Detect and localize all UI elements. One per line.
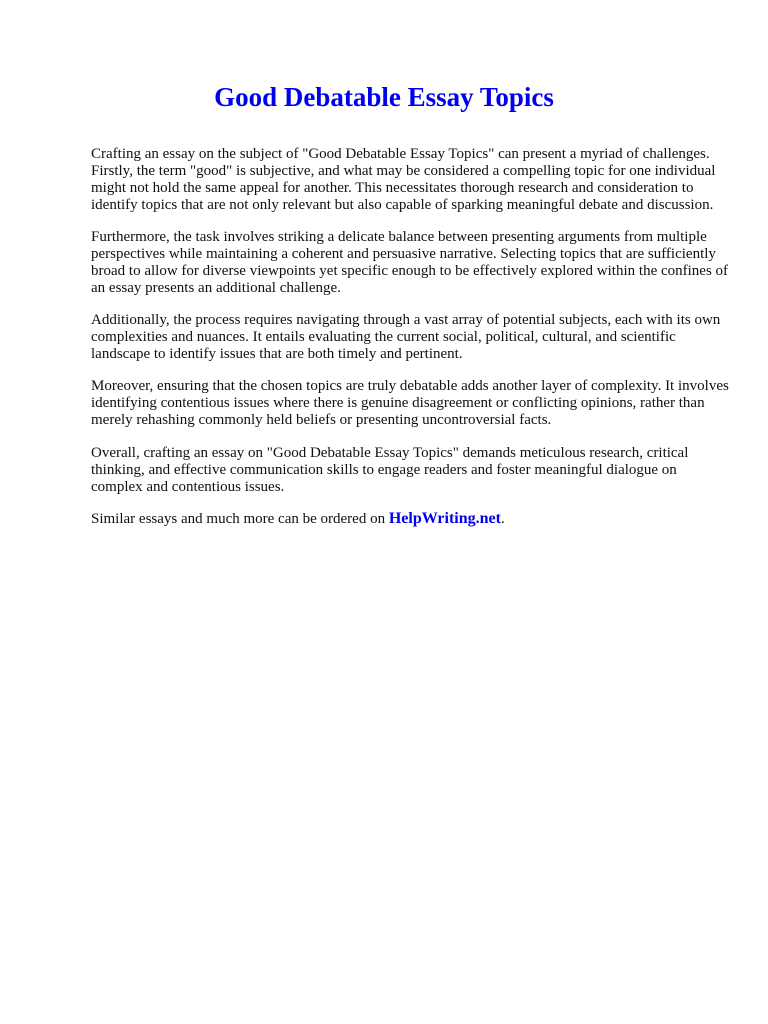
paragraph-5: Overall, crafting an essay on "Good Debatable Essay Topics" demands meticulous research, critical thinking, and effective communication skills to engage readers and foster meaningful dialogue on complex and contentious issues. [91, 444, 689, 495]
closing-suffix: . [500, 510, 505, 527]
helpwriting-link[interactable]: HelpWriting.net [388, 509, 501, 527]
document-body [91, 146, 731, 543]
paragraph-2: Furthermore, the task involves striking a delicate balance between presenting arguments from multiple perspectives while maintaining a coherent and persuasive narrative. Selecting topics that are sufficiently broad to allow for diverse viewpoints yet specific enough to be effectively explored within the confines of an essay presents an additional challenge. [91, 229, 729, 296]
closing-line [91, 511, 731, 528]
paragraph-1: Crafting an essay on the subject of "Good Debatable Essay Topics" can present a myriad of challenges. Firstly, the term "good" is subjective, and what may be considered a compelling topic for one individual might not hold the same appeal for another. This necessitates thorough research and consideration to identify topics that are not only relevant but also capable of sparking meaningful debate and discussion. [91, 146, 716, 213]
document-title: Good Debatable Essay Topics [214, 82, 554, 112]
paragraph-4: Moreover, ensuring that the chosen topics are truly debatable adds another layer of complexity. It involves identifying contentious issues where there is genuine disagreement or conflicting opinions, rather than merely rehashing commonly held beliefs or presenting uncontroversial facts. [91, 378, 729, 429]
paragraph-3: Additionally, the process requires navigating through a vast array of potential subjects, each with its own complexities and nuances. It entails evaluating the current social, political, cultural, and scientific landscape to identify issues that are both timely and pertinent. [91, 312, 721, 363]
closing-prefix: Similar essays and much more can be ordered on [91, 510, 389, 527]
